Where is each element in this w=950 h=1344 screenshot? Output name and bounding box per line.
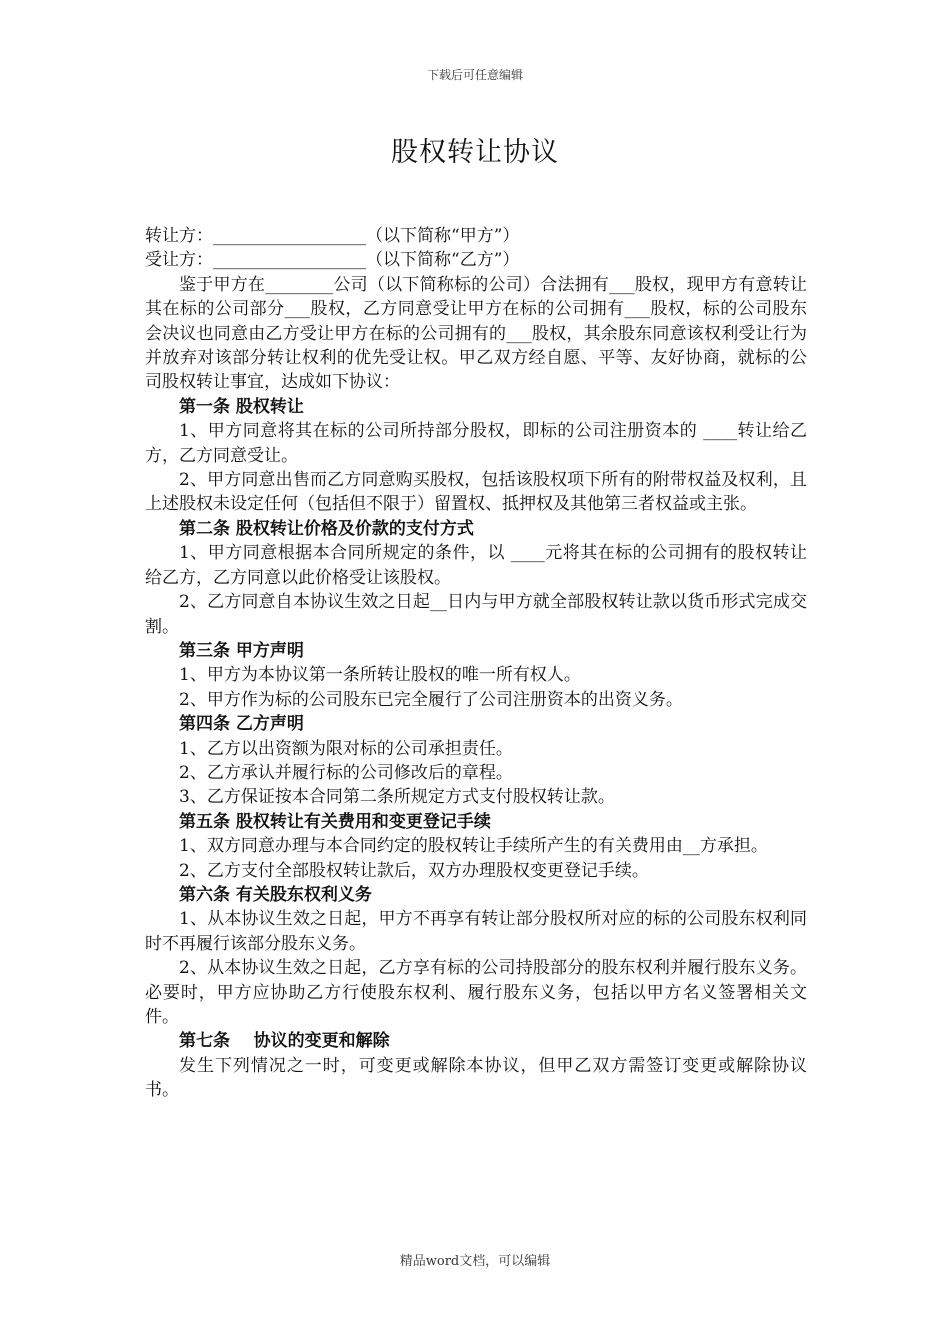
- section-heading: 第一条 股权转让: [179, 396, 304, 417]
- transferor-line: 转让方：__________________（以下简称“甲方”）: [145, 226, 520, 246]
- footer-note: 精品word文档，可以编辑: [399, 1254, 551, 1269]
- section-heading: 第五条 股权转让有关费用和变更登记手续: [179, 811, 491, 832]
- section-paragraph: 2、乙方承认并履行标的公司修改后的章程。: [179, 762, 513, 783]
- section-paragraph: 2、乙方支付全部股权转让款后，双方办理股权变更登记手续。: [179, 860, 649, 881]
- section-paragraph: 1、乙方以出资额为限对标的公司承担责任。: [179, 738, 513, 759]
- document-body: [145, 224, 807, 1103]
- section-paragraph: 1、甲方同意根据本合同所规定的条件，以 ____元将其在标的公司拥有的股权转让给乙方，乙方同意以此价格受让该股权。: [145, 543, 807, 588]
- preamble-paragraph: 鉴于甲方在________公司（以下简称标的公司）合法拥有___股权，现甲方有意转让其在标的公司部分___股权，乙方同意受让甲方在标的公司拥有___股权，标的公司股东会决议也同意由乙方受让甲方在标的公司拥有的___股权，其余股东同意该权利受让行为并放弃对该部分转让权利的优先受让权。甲乙双方经自愿、平等、友好协商，就标的公司股权转让事宜，达成如下协议：: [145, 274, 807, 393]
- section-paragraph: 1、双方同意办理与本合同约定的股权转让手续所产生的有关费用由__方承担。: [179, 836, 768, 857]
- transferee-line: 受让方：__________________（以下简称“乙方”）: [145, 250, 520, 271]
- section-paragraph: 2、从本协议生效之日起，乙方享有标的公司持股部分的股东权利并履行股东义务。必要时，甲方应协助乙方行使股东权利、履行股东义务，包括以甲方名义签署相关文件。: [145, 958, 807, 1027]
- section-heading: 第四条 乙方声明: [179, 714, 304, 735]
- section-paragraph: 2、甲方作为标的公司股东已完全履行了公司注册资本的出资义务。: [179, 689, 683, 710]
- section-paragraph: 1、甲方同意将其在标的公司所持部分股权，即标的公司注册资本的 ____转让给乙方，乙方同意受让。: [145, 421, 807, 466]
- section-heading: 第七条 协议的变更和解除: [179, 1031, 390, 1052]
- section-paragraph: 发生下列情况之一时，可变更或解除本协议，但甲乙双方需签订变更或解除协议书。: [145, 1055, 807, 1101]
- section-paragraph: 3、乙方保证按本合同第二条所规定方式支付股权转让款。: [179, 787, 615, 808]
- section-paragraph: 1、从本协议生效之日起，甲方不再享有转让部分股权所对应的标的公司股东权利同时不再履行该部分股东义务。: [145, 909, 807, 954]
- section-paragraph: 2、乙方同意自本协议生效之日起__日内与甲方就全部股权转让款以货币形式完成交割。: [145, 592, 807, 637]
- page-title: 股权转让协议: [391, 137, 559, 168]
- header-note: 下载后可任意编辑: [426, 68, 523, 82]
- section-paragraph: 1、甲方为本协议第一条所转让股权的唯一所有权人。: [179, 665, 581, 686]
- section-heading: 第六条 有关股东权利义务: [179, 884, 372, 905]
- section-heading: 第三条 甲方声明: [179, 640, 304, 661]
- section-heading: 第二条 股权转让价格及价款的支付方式: [179, 518, 474, 539]
- section-paragraph: 2、甲方同意出售而乙方同意购买股权，包括该股权项下所有的附带权益及权利，且上述股权未设定任何（包括但不限于）留置权、抵押权及其他第三者权益或主张。: [145, 470, 807, 515]
